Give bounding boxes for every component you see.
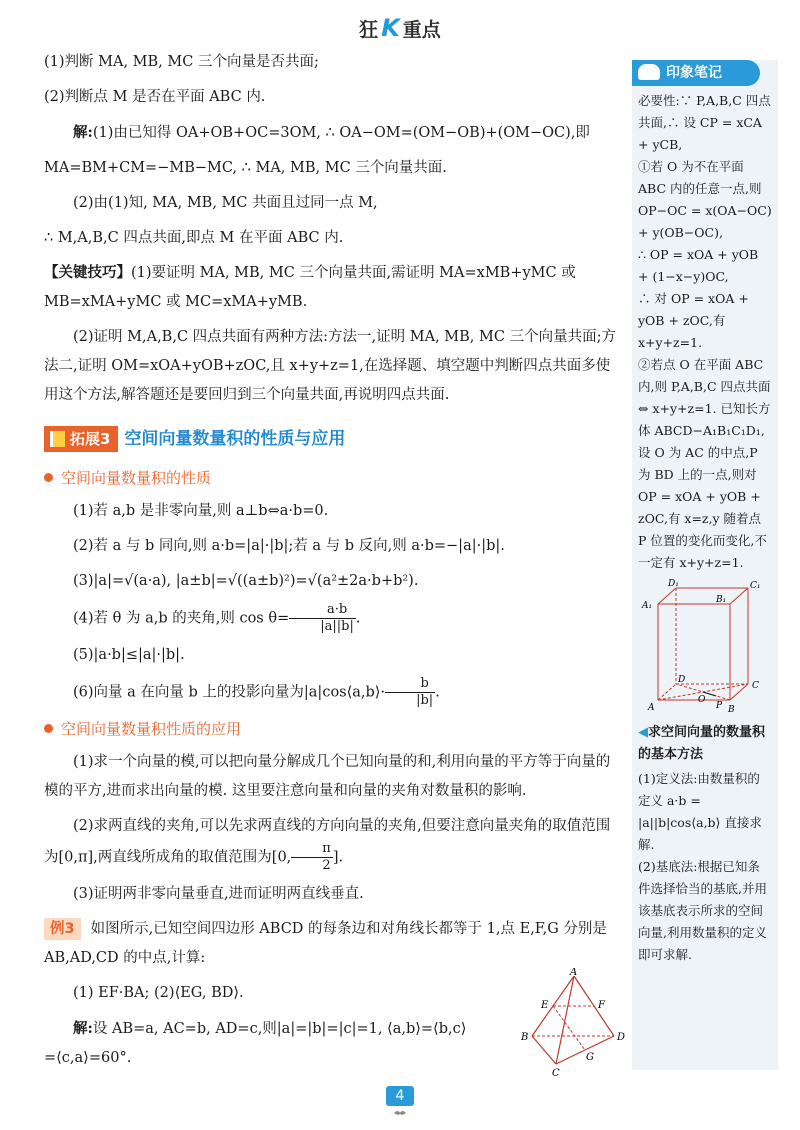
question-1: (1)判断 MA, MB, MC 三个向量是否共面; [44, 54, 319, 70]
methods-heading: ◀求空间向量的数量积的基本方法 [638, 725, 766, 762]
label-a: A [648, 703, 655, 713]
cuboid-figure [638, 578, 772, 718]
notes-sidebar [632, 60, 778, 1070]
label-d: D [678, 675, 686, 685]
subheading-properties: 空间向量数量积的性质 [44, 464, 622, 493]
example-question: (1) EF·BA; (2)⟨EG, BD⟩. [73, 985, 244, 1001]
solution-2b: ∴ M,A,B,C 四点共面,即点 M 在平面 ABC 内. [44, 230, 344, 246]
header-title-left: 狂 [359, 19, 379, 41]
label-b: B [728, 705, 735, 715]
example-solution: 解:设 AB=a, AC=b, AD=c,则|a|=|b|=|c|=1, ⟨a,b⟩=⟨b,c⟩=⟨c,a⟩=60°. [44, 1020, 467, 1066]
label-d1: D₁ [668, 579, 679, 589]
label-o: O [698, 695, 706, 705]
label-a: A [570, 968, 578, 978]
method-2: (2)基底法:根据已知条件选择恰当的基底,并用该基底表示所求的空间向量,利用数量积的定义即可求解. [638, 859, 767, 962]
solution-1b: MA=BM+CM=−MB−MC, ∴ MA, MB, MC 三个向量共面. [44, 160, 447, 176]
example-body [44, 979, 484, 1073]
note-1: 必要性:∵ P,A,B,C 四点共面,∴ 设 CP = xCA + yCB, [638, 93, 771, 152]
page-number: 4 [386, 1086, 414, 1106]
application-3: (3)证明两非零向量垂直,进而证明两直线垂直. [73, 886, 364, 902]
segment-eg [553, 1006, 585, 1050]
solution-1a: 解:(1)由已知得 OA+OB+OC=3OM, ∴ OA−OM=(OM−OB)+(OM−OC),即 [73, 124, 590, 141]
key-tip-2: (2)证明 M,A,B,C 四点共面有两种方法:方法一,证明 MA, MB, MC 三个向量共面;方法二,证明 OM=xOA+yOB+zOC,且 x+y+z=1,在选择题、填空题中判断四点共面多使用这个方法,解答题还是要回归到三个向量共面,再说明四点共面. [44, 329, 616, 403]
label-a1: A₁ [642, 601, 653, 611]
subheading-applications: 空间向量数量积性质的应用 [44, 715, 622, 744]
label-c1: C₁ [750, 581, 761, 591]
note-2: ①若 O 为不在平面 ABC 内的任意一点,则 OP−OC = x(OA−OC) + y(OB−OC), [638, 159, 772, 240]
property-6: (6)向量 a 在向量 b 上的投影向量为|a|cos⟨a,b⟩· $\frac{b}{|b|}$ . [73, 676, 440, 708]
label-b: B [521, 1032, 529, 1043]
edge-top-left [658, 588, 676, 604]
label-e: E [541, 1000, 549, 1011]
page-header [0, 14, 800, 42]
property-1: (1)若 a,b 是非零向量,则 a⊥b⇔a·b=0. [73, 503, 329, 519]
application-1: (1)求一个向量的模,可以把向量分解成几个已知向量的和,利用向量的平方等于向量的模的平方,进而求出向量的模. 这里要注意向量和向量的夹角对数量积的影响. [44, 754, 611, 799]
tetrahedron-figure [510, 968, 630, 1078]
method-1: (1)定义法:由数量积的定义 a·b = |a||b|cos⟨a,b⟩ 直接求解. [638, 771, 762, 852]
elephant-icon [638, 64, 660, 80]
label-d: D [617, 1032, 626, 1043]
pi-half-fraction: $\frac{\pi}{2}$ [291, 841, 333, 874]
example-3: 例3 如图所示,已知空间四边形 ABCD 的每条边和对角线长都等于 1,点 E,F,G 分别是 AB,AD,CD 的中点,计算: [44, 915, 622, 973]
property-3: (3)|a|=√(a·a), |a±b|=√((a±b)²)=√(a²±2a·b+b²). [73, 573, 419, 589]
edge-bc [532, 1036, 556, 1064]
notes-header: 印象笔记 [632, 60, 760, 86]
label-b1: B₁ [716, 595, 727, 605]
main-column [44, 48, 622, 1079]
bullet-icon [44, 724, 53, 733]
header-title-right: 重点 [402, 19, 441, 41]
key-tip-1: 【关键技巧】(1)要证明 MA, MB, MC 三个向量共面,需证明 MA=xMB+yMC 或 MB=xMA+yMC 或 MC=xMA+yMB. [44, 265, 576, 310]
book-icon [50, 431, 65, 447]
label-g: G [586, 1052, 594, 1063]
label-c: C [752, 681, 759, 691]
header-k-logo: K [381, 14, 400, 42]
example-tag: 例3 [44, 918, 81, 940]
solution-label: 解: [73, 124, 93, 141]
notes-body [632, 86, 778, 966]
section-heading [44, 424, 622, 454]
cos-fraction: $\frac{a\cdot b}{|a||b|}$ [289, 602, 356, 635]
bird-icon [393, 1108, 407, 1118]
application-2: (2)求两直线的夹角,可以先求两直线的方向向量的夹角,但要注意向量夹角的取值范围为[0,π],两直线所成角的取值范围为[0, $\frac{\pi}{2}$ ]. [44, 818, 611, 873]
note-5: ②若点 O 在平面 ABC 内,则 P,A,B,C 四点共面⇔ x+y+z=1. 已知长方体 ABCD−A₁B₁C₁D₁,设 O 为 AC 的中点,P 为 BD 上的一点,则对 OP = xOA + yOB + zOC,有 x=z,y 随着点 P 位置的变化而变化,不一定有 x+y+z=1. [638, 357, 771, 570]
bullet-icon [44, 473, 53, 482]
property-5: (5)|a·b|≤|a|·|b|. [73, 647, 185, 663]
property-2: (2)若 a 与 b 同向,则 a·b=|a|·|b|;若 a 与 b 反向,则 a·b=−|a|·|b|. [73, 538, 505, 554]
label-f: F [598, 1000, 605, 1011]
note-4: ∴ 对 OP = xOA + yOB + zOC,有 x+y+z=1. [638, 291, 749, 350]
question-2: (2)判断点 M 是否在平面 ABC 内. [44, 89, 266, 105]
note-3: ∴ OP = xOA + yOB + (1−x−y)OC, [638, 247, 759, 284]
solution-2a: (2)由(1)知, MA, MB, MC 共面且过同一点 M, [73, 195, 378, 211]
key-tip-label: 【关键技巧】 [44, 265, 131, 281]
section-tag: 拓展3 [44, 426, 118, 452]
triangle-icon: ◀ [638, 725, 648, 740]
label-c: C [552, 1068, 560, 1078]
property-4: (4)若 θ 为 a,b 的夹角,则 cos θ= $\frac{a\cdot b}{|a||b|}$ . [73, 602, 361, 634]
label-p: P [716, 701, 723, 711]
edge-top-right [730, 588, 748, 604]
projection-fraction: $\frac{b}{|b|}$ [385, 676, 435, 709]
section-title: 空间向量数量积的性质与应用 [124, 428, 346, 449]
